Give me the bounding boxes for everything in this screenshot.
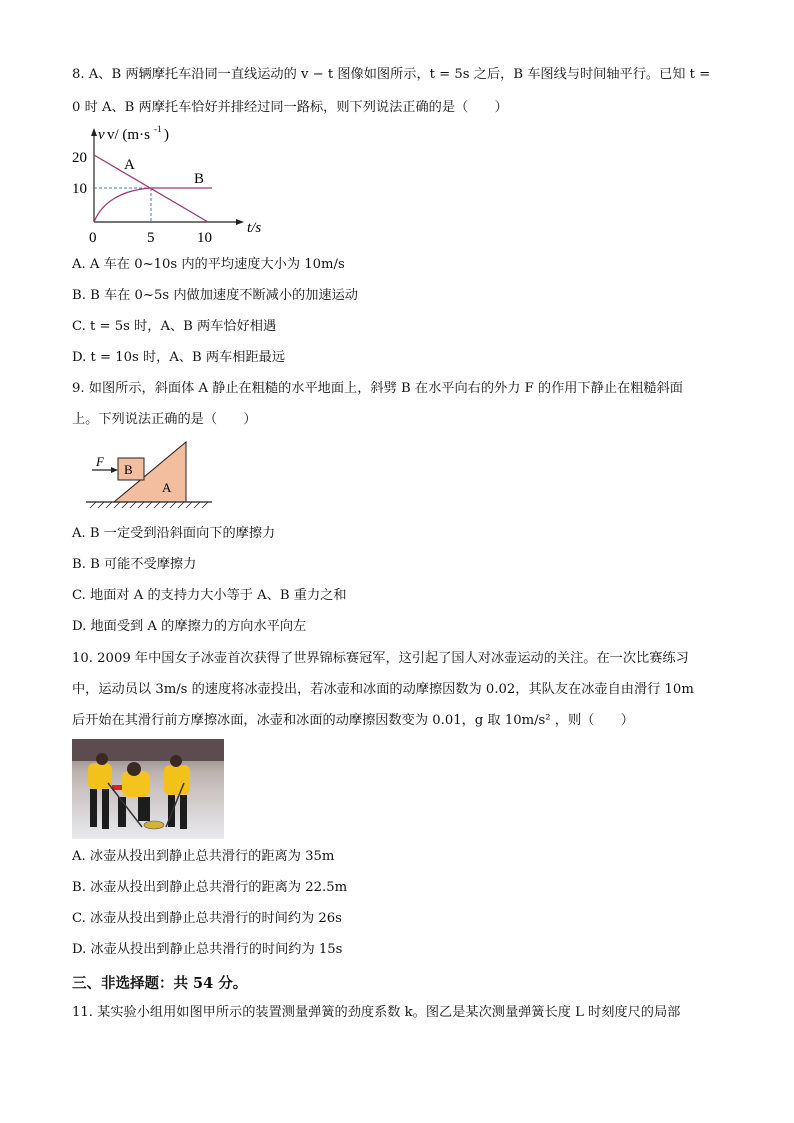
- label-b: B: [124, 462, 133, 477]
- q10-option-b: B. 冰壶从投出到静止总共滑行的距离为 22.5m: [72, 880, 348, 895]
- y-tick-10: 10: [72, 181, 87, 197]
- q10-stem-line2: 中，运动员以 3m/s 的速度将冰壶投出，若冰壶和冰面的动摩擦因数为 0.02，其队友在冰壶自由滑行 10m: [72, 682, 694, 697]
- q8-option-b: B. B 车在 0~5s 内做加速度不断减小的加速运动: [72, 288, 358, 303]
- x-tick-5: 5: [147, 230, 155, 246]
- q9-option-a: A. B 一定受到沿斜面向下的摩擦力: [72, 526, 276, 541]
- q8-stem-line1: 8. A、B 两辆摩托车沿同一直线运动的 v − t 图像如图所示，t = 5s 之后，B 车图线与时间轴平行。已知 t =: [72, 67, 711, 82]
- y-axis-label-exp: -1: [154, 124, 162, 134]
- x-axis-arrow: [236, 219, 244, 225]
- y-axis-label-v: v: [98, 127, 105, 143]
- q10-stem-line1: 10. 2009 年中国女子冰壶首次获得了世界锦标赛冠军，这引起了国人对冰壶运动的关注。在一次比赛练习: [72, 651, 689, 666]
- line-b: [94, 188, 212, 222]
- y-axis-label: v/ (m·s: [107, 127, 150, 143]
- q8-vt-graph: [70, 122, 280, 250]
- y-axis-arrow: [91, 128, 97, 136]
- q10-option-c: C. 冰壶从投出到静止总共滑行的时间约为 26s: [72, 911, 342, 926]
- force-f-arrowhead: [111, 467, 118, 473]
- q8-stem-line2: 0 时 A、B 两摩托车恰好并排经过同一路标，则下列说法正确的是（ ）: [72, 100, 508, 115]
- x-axis-label: t/s: [247, 220, 262, 236]
- q9-option-c: C. 地面对 A 的支持力大小等于 A、B 重力之和: [72, 588, 347, 603]
- section-title: 三、非选择题：共 54 分。: [72, 975, 248, 992]
- label-b: B: [194, 171, 205, 187]
- q8-option-d: D. t = 10s 时，A、B 两车相距最远: [72, 350, 286, 365]
- q9-option-d: D. 地面受到 A 的摩擦力的方向水平向左: [72, 619, 307, 634]
- label-a: A: [124, 157, 135, 173]
- curling-photo: [72, 739, 224, 839]
- q9-stem-line2: 上。下列说法正确的是（ ）: [72, 412, 257, 427]
- q9-stem-line1: 9. 如图所示，斜面体 A 静止在粗糙的水平地面上，斜劈 B 在水平向右的外力 F 的作用下静止在粗糙斜面: [72, 381, 683, 396]
- y-axis-label-close: ): [164, 127, 169, 143]
- q11-stem-line1: 11. 某实验小组用如图甲所示的装置测量弹簧的劲度系数 k。图乙是某次测量弹簧长度 L 时刻度尺的局部: [72, 1005, 681, 1020]
- x-tick-10: 10: [197, 230, 212, 246]
- x-tick-0: 0: [89, 230, 97, 246]
- q8-option-c: C. t = 5s 时，A、B 两车恰好相遇: [72, 319, 277, 334]
- label-a: A: [162, 480, 172, 495]
- q9-option-b: B. B 可能不受摩擦力: [72, 557, 197, 572]
- q10-option-a: A. 冰壶从投出到静止总共滑行的距离为 35m: [72, 849, 335, 864]
- label-f: F: [96, 454, 104, 469]
- q10-option-d: D. 冰壶从投出到静止总共滑行的时间约为 15s: [72, 942, 343, 957]
- q9-incline-figure: [86, 436, 216, 516]
- ground-hatching: [90, 502, 208, 508]
- q8-option-a: A. A 车在 0~10s 内的平均速度大小为 10m/s: [72, 257, 345, 272]
- y-tick-20: 20: [72, 150, 87, 166]
- q10-stem-line3: 后开始在其滑行前方摩擦冰面，冰壶和冰面的动摩擦因数变为 0.01，g 取 10m/s² ，则（ ）: [72, 713, 634, 728]
